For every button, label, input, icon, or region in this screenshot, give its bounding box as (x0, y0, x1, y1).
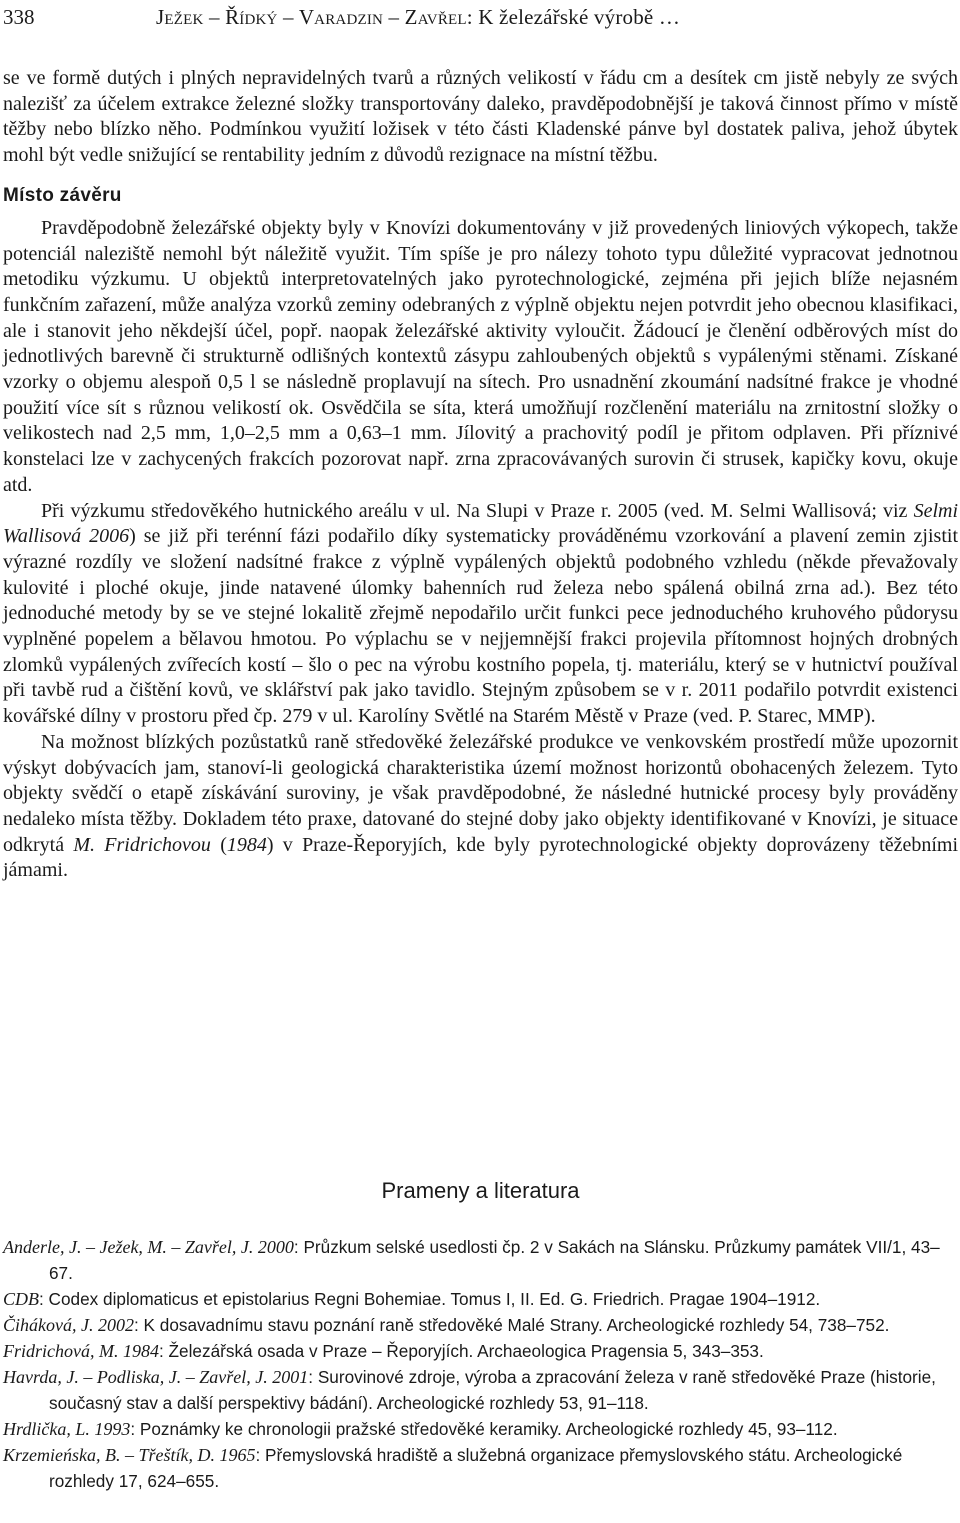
article-body (3, 66, 958, 884)
paragraph-3-rest: ) se již při terénní fázi podařilo díky systematicky prováděnému vzorkování a plavení zemin zjistit výrazné rozdíly ve složení nadsítné frakce z výplně vypálených objektů podobného vzhledu (někde převažovaly kulovité i ploché okuje, jinde natavené úlomky bahenních rud železa nebo spálená obilná zrna ad.). Bez této jednoduché metody by se ve stejné lokalitě zřejmě nepodařilo určit funkci pece jednoduchého kruhového půdorysu vyplněné popelem a bělavou hmotou. Po výplachu se v nejjemnější frakci projevila přítomnost hojných drobných zlomků vypálených zvířecích kostí – šlo o pec na výrobu kostního popela, tj. materiálu, který se v hutnictví používal při tavbě rud a čištění kovů, ve sklářství pak jako tavidlo. Stejným způsobem se v r. 2011 podařilo potvrdit existenci kovářské dílny v prostoru před čp. 279 v ul. Karolíny Světlé na Starém Městě v Praze (ved. P. Starec, MMP). (3, 525, 958, 728)
citation-fridrichova: M. Fridrichovou (73, 833, 211, 856)
running-header (3, 4, 958, 32)
paragraph-3 (3, 499, 958, 730)
reference-author: Anderle, J. – Ježek, M. – Zavřel, J. 2000 (3, 1237, 294, 1257)
reference-text: : Přemyslovská hradiště a služebná organizace přemyslovského státu. Archeologické rozhledy 17, 624–655. (49, 1445, 903, 1491)
section-heading: Místo závěru (3, 184, 122, 206)
reference-author: Fridrichová, M. 1984 (3, 1341, 159, 1361)
running-title-authors: Ježek – Řídký – Varadzin – Zavřel: (156, 5, 473, 29)
reference-item (3, 1286, 958, 1312)
paragraph-4 (3, 730, 958, 884)
reference-item (3, 1338, 958, 1364)
reference-item (3, 1416, 958, 1442)
reference-text: : Železářská osada v Praze – Řeporyjích. Archaeologica Pragensia 5, 343–353. (158, 1341, 764, 1361)
references-heading: Prameny a literatura (381, 1178, 580, 1203)
reference-author: Havrda, J. – Podliska, J. – Zavřel, J. 2001 (3, 1367, 309, 1387)
reference-text: : Poznámky ke chronologii pražské středověké keramiky. Archeologické rozhledy 45, 93–112. (130, 1419, 838, 1439)
paragraph-4-rest: ) v Praze-Řeporyjích, kde byly pyrotechnologické objekty doprovázeny těžebními jámami. (3, 833, 959, 882)
reference-text: : Surovinové zdroje, výroba a zpracování železa v raně středověké Praze (historie, současný stav a další perspektivy bádání). Archeologické rozhledy 53, 91–118. (49, 1367, 936, 1413)
running-title (156, 4, 680, 30)
reference-item (3, 1312, 958, 1338)
paragraph-4-start: Na možnost blízkých pozůstatků raně středověké železářské produkce ve venkovském prostředí může upozornit výskyt dobývacích jam, stanoví-li geologická charakteristika území možnost horizontů obohacených železem. Tyto objekty svědčí o etapě získávání suroviny, je však pravděpodobné, že následné hutnické procesy byly prováděny nedaleko místa těžby. Dokladem této praxe, datované do stejné doby jako objekty identifikované v Knovízi, je situace odkrytá (3, 730, 958, 856)
paragraph-1: se ve formě dutých i plných nepravidelných tvarů a různých velikostí v řádu cm a desítek cm jistě nebyly ze svých nalezišť za účelem extrakce železné složky transportovány daleko, pravděpodobnější je taková činnost přímo v místě těžby nebo blízko něho. Podmínkou využití ložisek v této části Kladenské pánve byl dostatek paliva, jehož úbytek mohl být vedle snižující se rentability jedním z důvodů rezignace na místní těžbu. (3, 67, 958, 167)
running-title-text: K železářské výrobě … (472, 5, 681, 29)
reference-list (3, 1234, 958, 1494)
reference-text: : K dosavadnímu stavu poznání raně středověké Malé Strany. Archeologické rozhledy 54, 738–752. (133, 1315, 890, 1335)
page (3, 0, 958, 1523)
reference-author: Krzemieńska, B. – Třeštík, D. 1965 (3, 1445, 256, 1465)
page-number: 338 (3, 5, 35, 29)
citation-selmi-wallisova: Selmi Wallisová 2006 (3, 499, 958, 548)
paragraph-4-mid: ( (210, 833, 227, 856)
reference-item (3, 1234, 958, 1286)
reference-author: Čiháková, J. 2002 (3, 1315, 134, 1335)
reference-text: : Codex diplomaticus et epistolarius Regni Bohemiae. Tomus I, II. Ed. G. Friedrich. Pragae 1904–1912. (39, 1289, 821, 1309)
reference-item (3, 1442, 958, 1494)
paragraph-2: Pravděpodobně železářské objekty byly v Knovízi dokumentovány v již provedených liniových výkopech, takže potenciál naleziště nemohl být náležitě využit. Tím spíše je pro nálezy tohoto typu důležité vypracovat jednotnou metodiku výzkumu. U objektů interpretovatelných jako pyrotechnologické, zejména při jejich blíže nejasném funkčním zařazení, může analýza vzorků zeminy odebraných z výplně objektu nejen potvrdit jeho obecnou klasifikaci, ale i stanovit jeho někdejší účel, popř. naopak železářské aktivity vyloučit. Žádoucí je členění odběrových míst do jednotlivých barevně či strukturně odlišných kontextů zásypu zahloubených objektů s vypálenými stěnami. Získané vzorky o objemu alespoň 0,5 l se následně proplavují na sítech. Pro usnadnění zkoumání nadsítné frakce je vhodné použití více sít s různou velikostí ok. Osvědčila se síta, která umožňují rozčlenění materiálu na zrnitostní složky o velikostech nad 2,5 mm, 1,0–2,5 mm a 0,63–1 mm. Jílovitý a prachovitý podíl je přitom odplaven. Při příznivé konstelaci lze v zachycených frakcích pozorovat např. zrna zpracovávaných surovin či strusek, kapičky kovu, okuje atd. (3, 216, 958, 496)
reference-item (3, 1364, 958, 1416)
reference-author: CDB (3, 1289, 39, 1309)
reference-author: Hrdlička, L. 1993 (3, 1419, 131, 1439)
reference-text: : Průzkum selské usedlosti čp. 2 v Sakách na Slánsku. Průzkumy památek VII/1, 43–67. (49, 1237, 940, 1283)
citation-year: 1984 (226, 833, 267, 856)
paragraph-3-start: Při výzkumu středověkého hutnického areálu v ul. Na Slupi v Praze r. 2005 (ved. M. Selmi Wallisová; viz (41, 499, 914, 522)
